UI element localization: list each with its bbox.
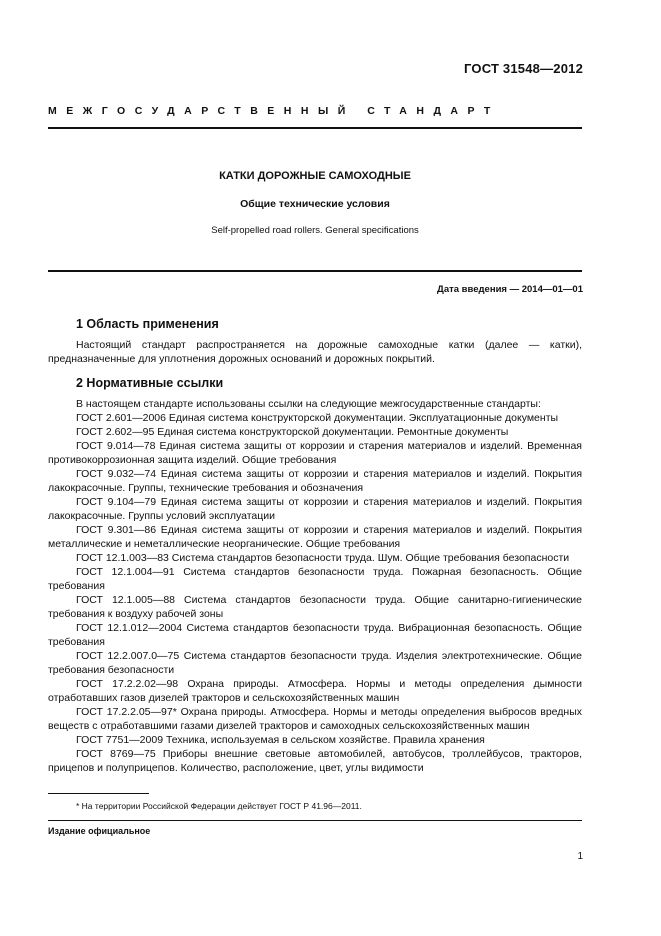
footnote: * На территории Российской Федерации действует ГОСТ Р 41.96—2011.: [76, 801, 362, 811]
section-heading: 2 Нормативные ссылки: [76, 376, 224, 390]
reference-item: ГОСТ 8769—75 Приборы внешние световые автомобилей, автобусов, троллейбусов, тракторов, прицепов и полуприцепов. Количество, расположение, цвет, углы видимости: [48, 748, 582, 774]
reference-item: ГОСТ 12.1.012—2004 Система стандартов безопасности труда. Вибрационная безопасность. Общие требования: [48, 622, 582, 648]
reference-item: ГОСТ 12.1.005—88 Система стандартов безопасности труда. Общие санитарно-гигиенические требования к воздуху рабочей зоны: [48, 594, 582, 620]
reference-item: ГОСТ 9.301—86 Единая система защиты от коррозии и старения материалов и изделий. Покрытия металлические и неметаллические неорганические. Общие требования: [48, 524, 582, 550]
section-paragraph: Настоящий стандарт распространяется на дорожные самоходные катки (далее — катки), предназначенные для уплотнения дорожных оснований и дорожных покрытий.: [48, 339, 582, 365]
reference-item: ГОСТ 7751—2009 Техника, используемая в сельском хозяйстве. Правила хранения: [76, 734, 485, 746]
reference-item: ГОСТ 9.032—74 Единая система защиты от коррозии и старения материалов и изделий. Покрытия лакокрасочные. Группы, технические требования и обозначения: [48, 468, 582, 494]
standard-code: ГОСТ 31548—2012: [464, 61, 583, 76]
section-heading: 1 Область применения: [76, 317, 219, 331]
english-title: Self-propelled road rollers. General specifications: [211, 225, 419, 236]
top-divider: [48, 127, 582, 129]
reference-item: ГОСТ 12.1.004—91 Система стандартов безопасности труда. Пожарная безопасность. Общие требования: [48, 566, 582, 592]
reference-item: ГОСТ 17.2.2.05—97* Охрана природы. Атмосфера. Нормы и методы определения выбросов вредных веществ с отработавшими газами дизелей тракторов и самоходных сельскохозяйственных машин: [48, 706, 582, 732]
bottom-divider: [48, 820, 582, 821]
official-edition-label: Издание официальное: [48, 826, 151, 836]
reference-item: ГОСТ 2.601—2006 Единая система конструкторской документации. Эксплуатационные документы: [76, 412, 559, 424]
section-normative-references: [48, 376, 582, 775]
reference-item: ГОСТ 12.1.003—83 Система стандартов безопасности труда. Шум. Общие требования безопасности: [76, 552, 570, 564]
reference-item: ГОСТ 2.602—95 Единая система конструкторской документации. Ремонтные документы: [76, 426, 509, 438]
document-subtitle: Общие технические условия: [240, 198, 390, 210]
reference-item: ГОСТ 9.014—78 Единая система защиты от коррозии и старения материалов и изделий. Временная противокоррозионная защита изделий. Общие требования: [48, 440, 582, 466]
reference-item: ГОСТ 17.2.2.02—98 Охрана природы. Атмосфера. Нормы и методы определения дымности отработавших газов дизелей тракторов и сельскохозяйственных машин: [48, 678, 582, 704]
section-scope: [48, 317, 582, 366]
footnote-divider: [48, 793, 149, 794]
reference-item: ГОСТ 12.2.007.0—75 Система стандартов безопасности труда. Изделия электротехнические. Общие требования безопасности: [48, 650, 582, 676]
document-title: КАТКИ ДОРОЖНЫЕ САМОХОДНЫЕ: [219, 170, 411, 182]
section-intro: В настоящем стандарте использованы ссылки на следующие межгосударственные стандарты:: [76, 398, 541, 410]
page-number: 1: [577, 851, 583, 862]
reference-list: [48, 411, 582, 775]
title-divider: [48, 270, 582, 272]
reference-item: ГОСТ 9.104—79 Единая система защиты от коррозии и старения материалов и изделий. Покрытия лакокрасочные. Группы условий эксплуатации: [48, 496, 582, 522]
introduction-date: Дата введения — 2014—01—01: [437, 284, 583, 295]
standard-type-banner: МЕЖГОСУДАРСТВЕННЫЙ СТАНДАРТ: [48, 105, 500, 117]
